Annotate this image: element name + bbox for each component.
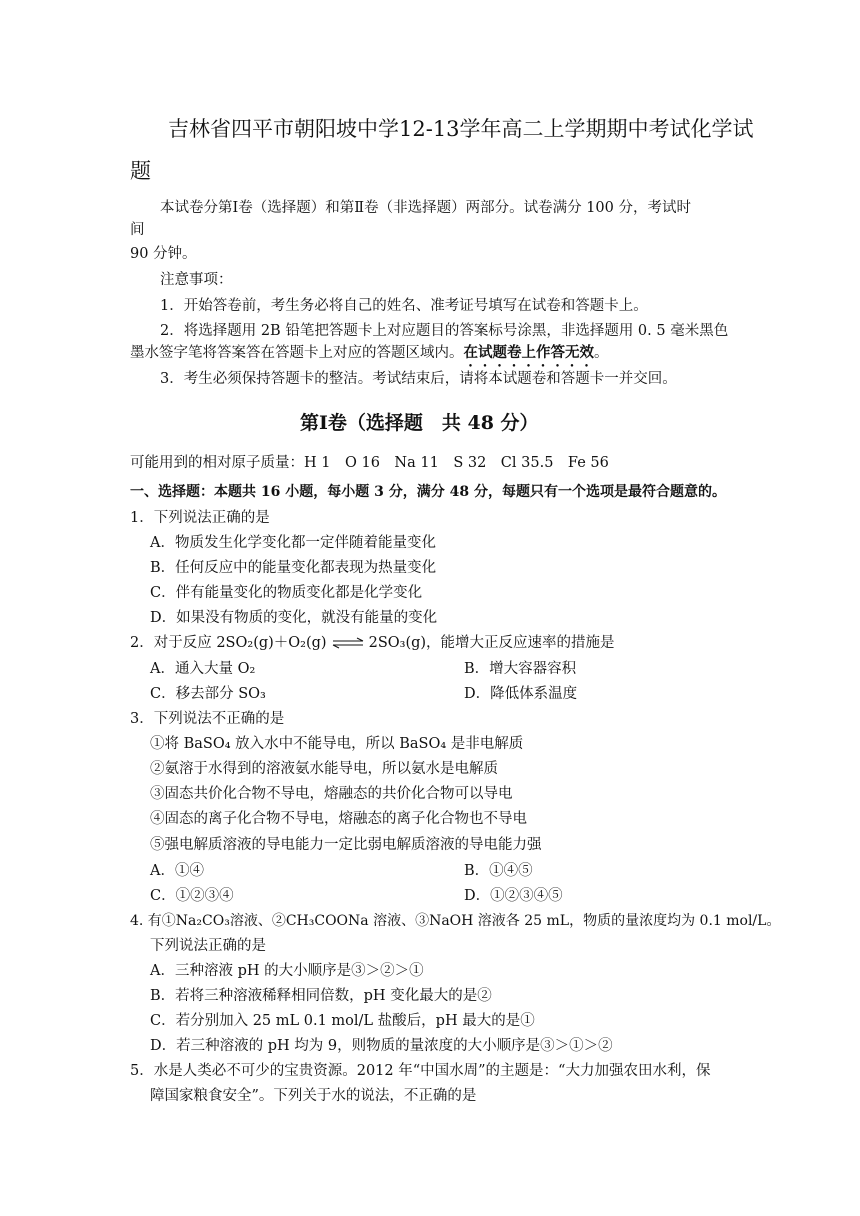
equilibrium-arrow-icon — [331, 637, 365, 649]
atomic-masses: 可能用到的相对原子质量：H 1 O 16 Na 11 S 32 Cl 35.5 Fe 56 — [130, 455, 609, 471]
q2-stem-pre: 2．对于反应 2SO₂(g)＋O₂(g) — [130, 635, 327, 651]
q4-option-a: A．三种溶液 pH 的大小顺序是③＞②＞① — [150, 963, 424, 979]
q3-statement-3: ③固态共价化合物不导电，熔融态的共价化合物可以导电 — [150, 786, 513, 802]
q3-statement-2: ②氨溶于水得到的溶液氨水能导电，所以氨水是电解质 — [150, 761, 498, 777]
q4-stem-line-1: 4. 有①Na₂CO₃溶液、②CH₃COONa 溶液、③NaOH 溶液各 25 mL，物质的量浓度均为 0.1 mol/L。 — [130, 913, 781, 929]
q2-stem-post: 2SO₃(g)，能增大正反应速率的措施是 — [368, 635, 615, 651]
note-2-emphasis: 在试题卷上作答无效 — [463, 344, 594, 361]
q3-option-d: D．①②③④⑤ — [464, 888, 563, 904]
notes-heading: 注意事项： — [160, 272, 233, 288]
q1-stem: 1．下列说法正确的是 — [130, 510, 270, 526]
q4-option-b: B．若将三种溶液稀释相同倍数，pH 变化最大的是② — [150, 988, 492, 1004]
note-2-line-1: 2．将选择题用 2B 铅笔把答题卡上对应题目的答案标号涂黑，非选择题用 0. 5 毫米黑色 — [160, 323, 729, 339]
q4-option-d: D．若三种溶液的 pH 均为 9，则物质的量浓度的大小顺序是③＞①＞② — [150, 1038, 613, 1054]
q5-stem-line-2: 障国家粮食安全”。下列关于水的说法，不正确的是 — [150, 1088, 477, 1104]
q2-option-a: A．通入大量 O₂ — [150, 661, 256, 677]
title-line-2: 题 — [130, 159, 151, 183]
intro-line-1: 本试卷分第Ⅰ卷（选择题）和第Ⅱ卷（非选择题）两部分。试卷满分 100 分，考试时 — [160, 200, 691, 216]
section-title: 第Ⅰ卷（选择题 共 48 分） — [300, 412, 539, 434]
title-line-1: 吉林省四平市朝阳坡中学12-13学年高二上学期期中考试化学试 — [168, 117, 754, 141]
note-2-line-2 — [130, 343, 609, 370]
note-2-end: 。 — [594, 345, 609, 361]
q3-option-c: C．①②③④ — [150, 888, 234, 904]
q1-option-a: A．物质发生化学变化都一定伴随着能量变化 — [150, 535, 436, 551]
note-2-text: 墨水签字笔将答案答在答题卡上对应的答题区域内。 — [130, 345, 464, 361]
q3-statement-4: ④固态的离子化合物不导电，熔融态的离子化合物也不导电 — [150, 811, 527, 827]
choice-heading: 一、选择题：本题共 16 小题，每小题 3 分，满分 48 分，每题只有一个选项是最符合题意的。 — [130, 484, 726, 500]
q4-option-c: C．若分别加入 25 mL 0.1 mol/L 盐酸后，pH 最大的是① — [150, 1013, 535, 1029]
q3-statement-1: ①将 BaSO₄ 放入水中不能导电，所以 BaSO₄ 是非电解质 — [150, 736, 524, 752]
q2-stem — [130, 633, 615, 653]
q1-option-b: B．任何反应中的能量变化都表现为热量变化 — [150, 560, 437, 576]
q3-option-b: B．①④⑤ — [464, 863, 533, 879]
q3-statement-5: ⑤强电解质溶液的导电能力一定比弱电解质溶液的导电能力强 — [150, 837, 542, 853]
q2-option-d: D．降低体系温度 — [464, 686, 578, 702]
q5-stem-line-1: 5．水是人类必不可少的宝贵资源。2012 年“中国水周”的主题是：“大力加强农田水利，保 — [130, 1063, 711, 1079]
intro-line-2: 间 — [130, 222, 145, 238]
q4-stem-line-2: 下列说法正确的是 — [150, 938, 266, 954]
intro-line-3: 90 分钟。 — [130, 246, 197, 262]
note-1: 1．开始答卷前，考生务必将自己的姓名、准考证号填写在试卷和答题卡上。 — [160, 298, 648, 314]
q2-option-b: B．增大容器容积 — [464, 661, 577, 677]
q3-stem: 3．下列说法不正确的是 — [130, 711, 285, 727]
q1-option-d: D．如果没有物质的变化，就没有能量的变化 — [150, 610, 438, 626]
q2-option-c: C．移去部分 SO₃ — [150, 686, 266, 702]
q3-option-a: A．①④ — [150, 863, 204, 879]
q1-option-c: C．伴有能量变化的物质变化都是化学变化 — [150, 585, 423, 601]
note-3: 3．考生必须保持答题卡的整洁。考试结束后，请将本试题卷和答题卡一并交回。 — [160, 371, 677, 387]
